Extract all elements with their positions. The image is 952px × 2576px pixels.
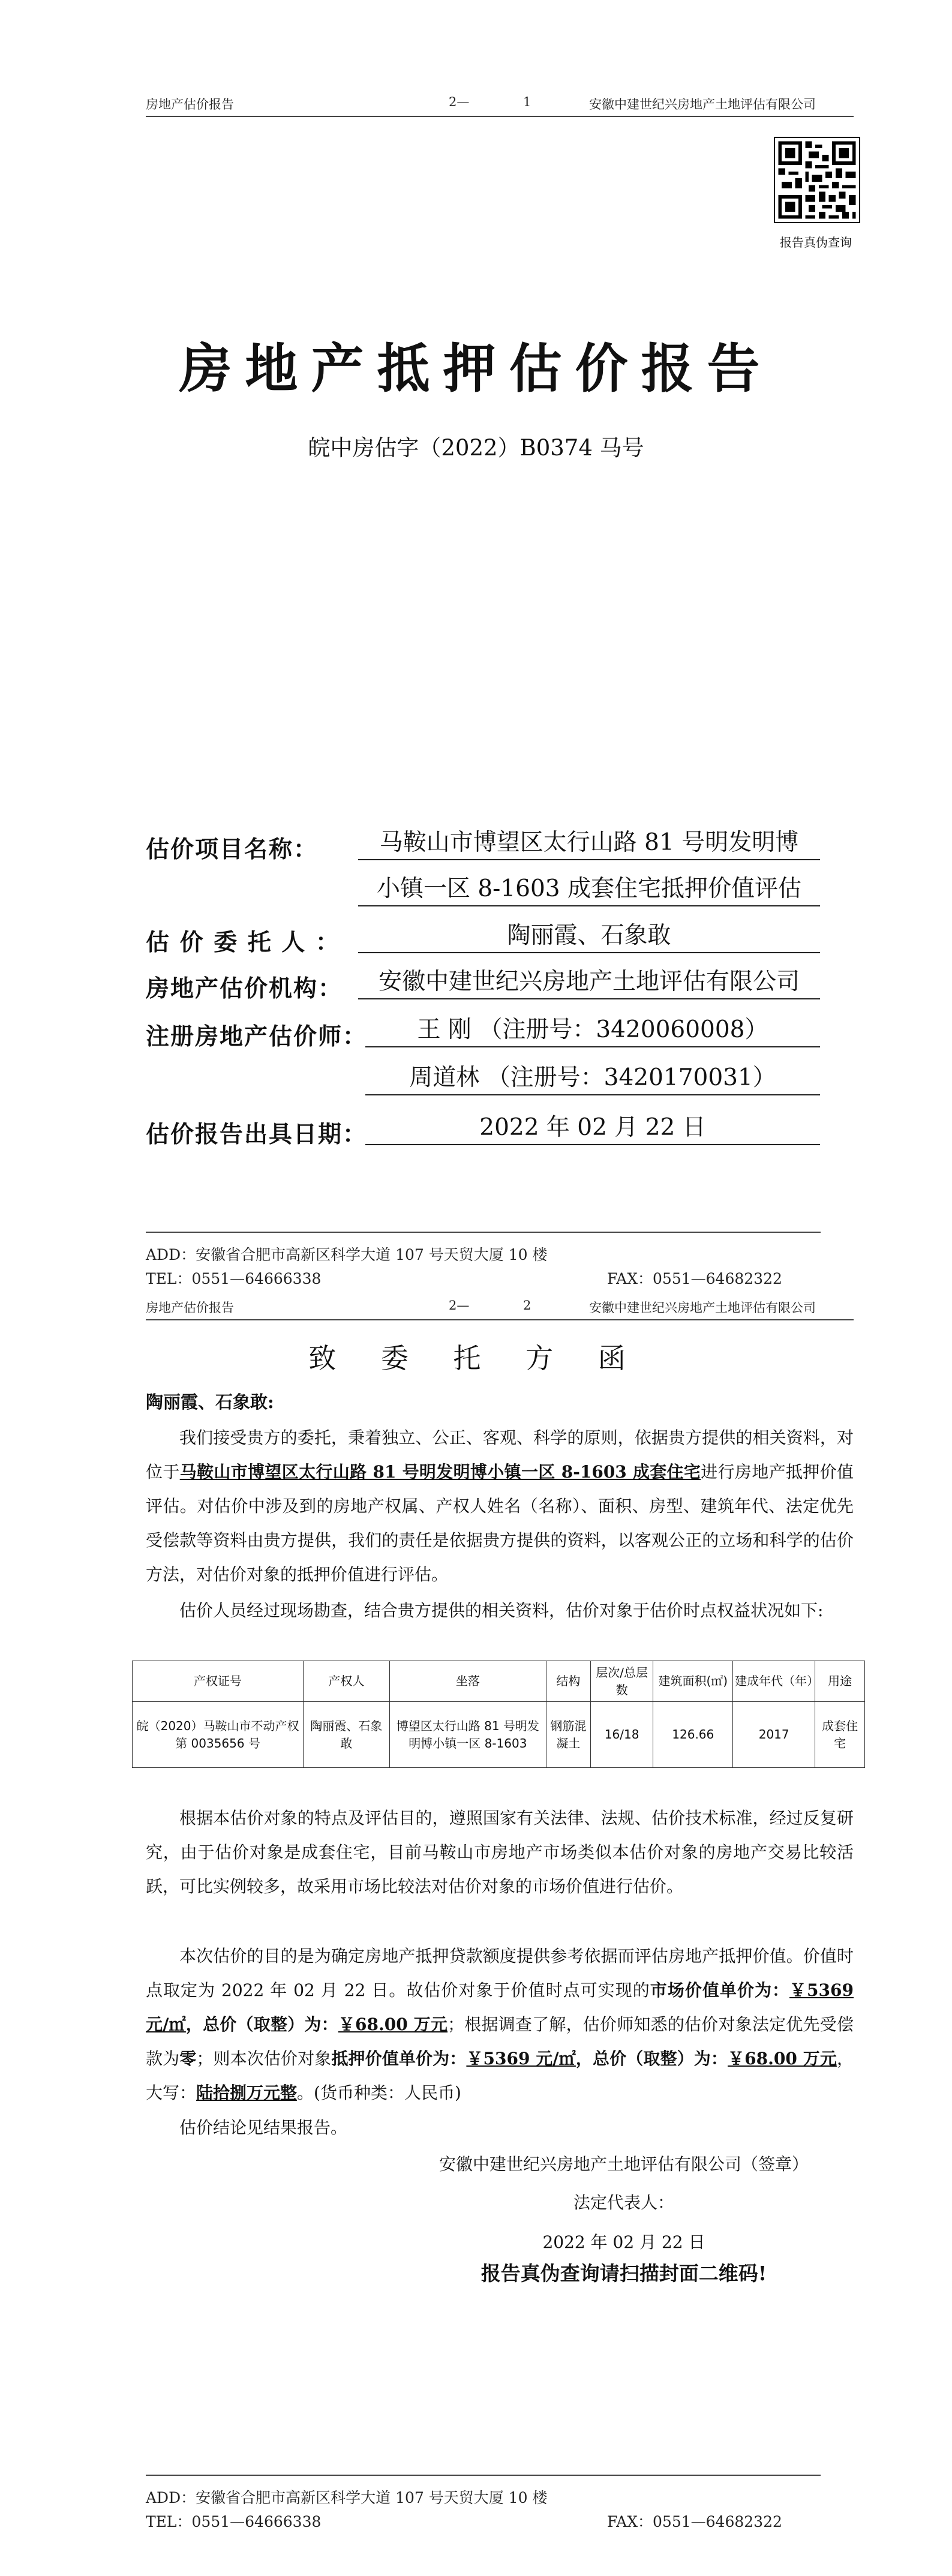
letter-paragraph-2: 估价人员经过现场勘查，结合贵方提供的相关资料，估价对象于估价时点权益状况如下: — [179, 1601, 824, 1620]
table-header-cell: 用途 — [815, 1661, 865, 1702]
table-header-cell: 建筑面积(㎡) — [653, 1661, 733, 1702]
header-rule — [146, 116, 854, 117]
page-mark: 2— — [449, 95, 470, 109]
table-header-row — [133, 1661, 865, 1702]
table-header-cell: 产权证号 — [133, 1661, 304, 1702]
footer-rule — [146, 1232, 821, 1233]
project-name-line2: 小镇一区 8-1603 成套住宅抵押价值评估 — [358, 873, 820, 906]
signature-date: 2022 年 02 月 22 日 — [542, 2232, 705, 2252]
project-name-line1: 马鞍山市博望区太行山路 81 号明发明博 — [358, 827, 820, 860]
legal-representative: 法定代表人： — [573, 2193, 674, 2212]
footer-tel: TEL：0551—64666338 — [146, 1270, 322, 1287]
header-rule — [146, 1319, 854, 1320]
running-header-title: 房地产估价报告 — [146, 97, 234, 112]
appraiser-2: 周道林 （注册号：3420170031） — [365, 1062, 820, 1095]
table-cell: 陶丽霞、石象敢 — [304, 1702, 390, 1768]
letter-paragraph-1: 我们接受贵方的委托，秉着独立、公正、客观、科学的原则，依据贵方提供的相关资料，对位于马鞍山市博望区太行山路 81 号明发明博小镇一区 8-1603 成套住宅进行房地产抵押价值评估。对估价中涉及到的房地产权属、产权人姓名（名称）、面积、房型、建筑年代、法定优先受偿款等资料由贵方提供，我们的责任是依据贵方提供的资料，以客观公正的立场和科学的估价方法，对估价对象的抵押价值进行评估。 — [146, 1428, 854, 1584]
page-number: 2 — [523, 1298, 531, 1313]
agency-value: 安徽中建世纪兴房地产土地评估有限公司 — [358, 966, 820, 999]
report-number: 皖中房估字（2022）B0374 马号 — [308, 435, 644, 461]
issue-date-value: 2022 年 02 月 22 日 — [365, 1112, 820, 1145]
table-cell: 博望区太行山路 81 号明发明博小镇一区 8-1603 — [389, 1702, 546, 1768]
client-label: 估 价 委 托 人 ： — [146, 929, 340, 956]
table-header-cell: 层次/总层数 — [590, 1661, 653, 1702]
footer-rule — [146, 2475, 821, 2476]
table-cell: 16/18 — [590, 1702, 653, 1768]
signature-company: 安徽中建世纪兴房地产土地评估有限公司（签章） — [439, 2154, 809, 2174]
verify-notice: 报告真伪查询请扫描封面二维码! — [480, 2262, 767, 2285]
table-header-cell: 坐落 — [389, 1661, 546, 1702]
qr-caption: 报告真伪查询 — [780, 235, 852, 250]
letter-paragraph-5: 估价结论见结果报告。 — [179, 2118, 348, 2137]
running-header-company: 安徽中建世纪兴房地产土地评估有限公司 — [589, 97, 816, 112]
running-header-company: 安徽中建世纪兴房地产土地评估有限公司 — [589, 1301, 816, 1315]
appraiser-1: 王 刚 （注册号：3420060008） — [365, 1014, 820, 1047]
page-number: 1 — [523, 95, 531, 109]
client-value: 陶丽霞、石象敢 — [358, 920, 820, 953]
footer-address: ADD：安徽省合肥市高新区科学大道 107 号天贸大厦 10 楼 — [146, 1246, 548, 1263]
property-info-table — [132, 1661, 865, 1768]
letter-paragraph-3: 根据本估价对象的特点及评估目的，遵照国家有关法律、法规、估价技术标准，经过反复研究，由于估价对象是成套住宅，目前马鞍山市房地产市场类似本估价对象的房地产交易比较活跃，可比实例较多，故采用市场比较法对估价对象的市场价值进行估价。 — [146, 1808, 854, 1896]
letter-paragraph-4: 本次估价的目的是为确定房地产抵押贷款额度提供参考依据而评估房地产抵押价值。价值时点取定为 2022 年 02 月 22 日。故估价对象于价值时点可实现的市场价值单价为：￥5369 元/㎡，总价（取整）为：￥68.00 万元；根据调查了解，估价师知悉的估价对象法定优先受偿款为零；则本次估价对象抵押价值单价为：￥5369 元/㎡，总价（取整）为：￥68.00 万元，大写：陆拾捌万元整。(货币种类：人民币) — [146, 1946, 854, 2103]
table-cell: 皖（2020）马鞍山市不动产权第 0035656 号 — [133, 1702, 304, 1768]
table-header-cell: 建成年代（年） — [733, 1661, 815, 1702]
table-cell: 钢筋混凝土 — [546, 1702, 590, 1768]
table-cell: 126.66 — [653, 1702, 733, 1768]
report-title: 房地产抵押估价报告 — [179, 338, 773, 400]
footer-tel: TEL：0551—64666338 — [146, 2513, 322, 2530]
table-cell: 2017 — [733, 1702, 815, 1768]
table-header-cell: 结构 — [546, 1661, 590, 1702]
issue-date-label: 估价报告出具日期： — [146, 1121, 368, 1148]
running-header-title: 房地产估价报告 — [146, 1301, 234, 1315]
table-header-cell: 产权人 — [304, 1661, 390, 1702]
letter-title: 致 委 托 方 函 — [308, 1342, 644, 1374]
qr-code-icon[interactable] — [774, 137, 860, 223]
footer-fax: FAX：0551—64682322 — [607, 2513, 782, 2530]
agency-label: 房地产估价机构： — [146, 975, 343, 1002]
page-mark: 2— — [449, 1298, 470, 1313]
project-name-label: 估价项目名称： — [146, 836, 319, 863]
appraiser-label: 注册房地产估价师： — [146, 1023, 368, 1050]
footer-fax: FAX：0551—64682322 — [607, 1270, 782, 1287]
table-cell: 成套住宅 — [815, 1702, 865, 1768]
table-row — [133, 1702, 865, 1768]
footer-address: ADD：安徽省合肥市高新区科学大道 107 号天贸大厦 10 楼 — [146, 2489, 548, 2506]
salutation: 陶丽霞、石象敢: — [146, 1392, 274, 1412]
